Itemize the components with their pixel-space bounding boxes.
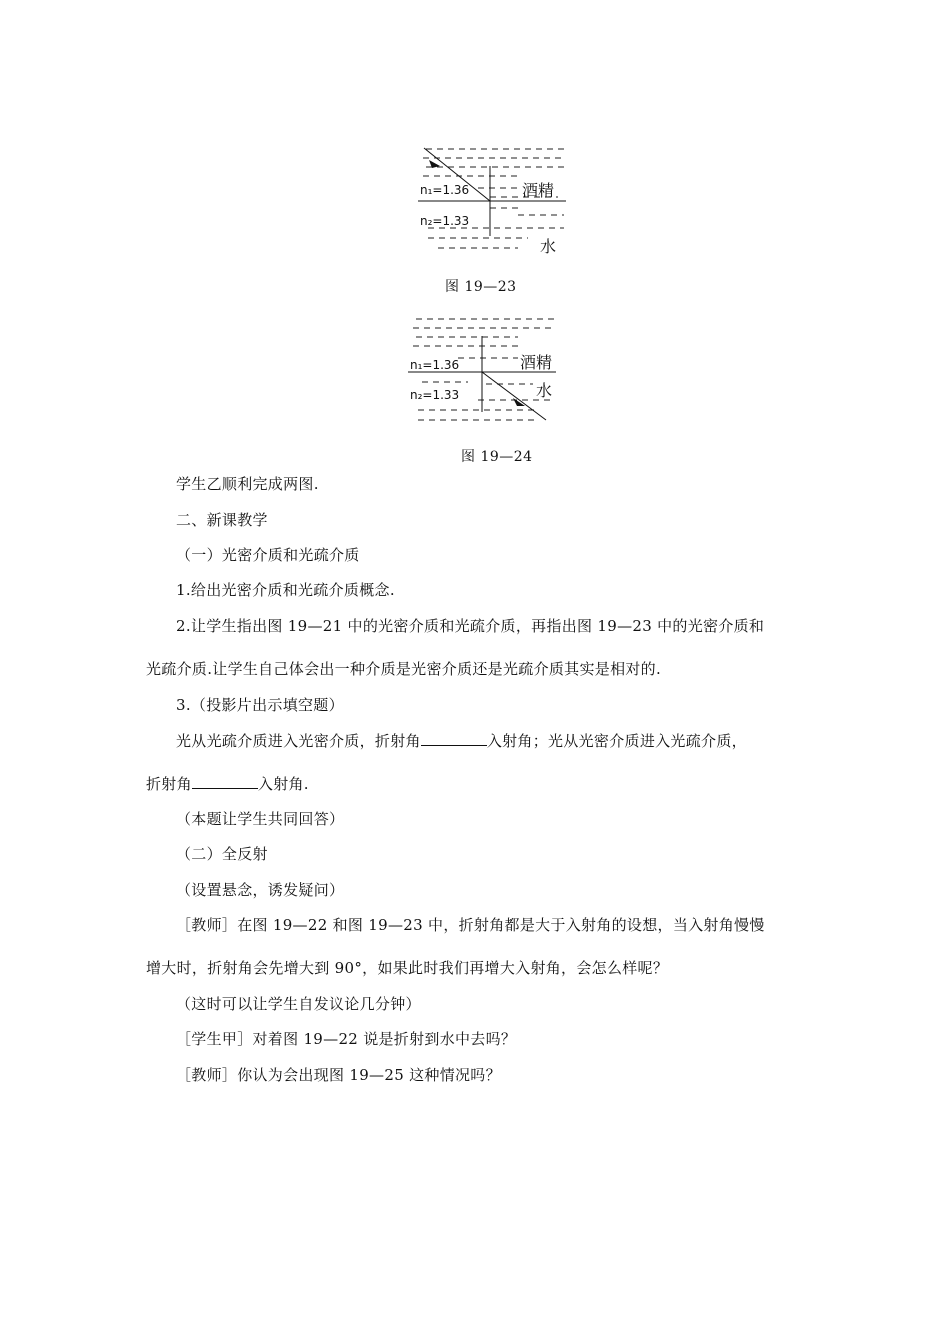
figure-caption: 图 19—23: [445, 279, 517, 295]
paragraph: （这时可以让学生自发议论几分钟）: [176, 995, 421, 1013]
paragraph: ［教师］在图 19—22 和图 19—23 中，折射角都是大于入射角的设想，当入射角慢慢: [176, 916, 765, 934]
answer-blank[interactable]: [421, 731, 487, 746]
figure-19-24: [408, 314, 558, 426]
n1-label: n₁=1.36: [420, 183, 470, 197]
medium-bottom-label: 水: [540, 237, 557, 256]
fill-in-question: [146, 773, 309, 794]
subsection-heading: （一）光密介质和光疏介质: [176, 546, 360, 564]
paragraph: ［学生甲］对着图 19—22 说是折射到水中去吗？: [176, 1030, 517, 1048]
medium-top-label: 酒精: [522, 181, 555, 200]
paragraph: ［教师］你认为会出现图 19—25 这种情况吗？: [176, 1066, 501, 1084]
paragraph: 光疏介质.让学生自己体会出一种介质是光密介质还是光疏介质其实是相对的.: [146, 660, 662, 678]
medium-top-label: 酒精: [520, 353, 553, 372]
figure-caption: 图 19—24: [461, 449, 533, 465]
subsection-heading: （二）全反射: [176, 845, 268, 863]
n2-label: n₂=1.33: [410, 388, 460, 402]
medium-bottom-label: 水: [536, 381, 553, 400]
question-text: 光从光疏介质进入光密介质，折射角: [176, 732, 421, 750]
fill-in-question: [176, 730, 747, 751]
question-text: 折射角: [146, 775, 192, 793]
n2-label: n₂=1.33: [420, 214, 470, 228]
section-heading: 二、新课教学: [176, 511, 268, 529]
paragraph: （设置悬念，诱发疑问）: [176, 881, 345, 899]
paragraph: 增大时，折射角会先增大到 90°，如果此时我们再增大入射角，会怎么样呢？: [146, 959, 669, 977]
question-text: 入射角.: [257, 775, 309, 793]
question-text: 入射角；光从光密介质进入光疏介质，: [486, 732, 747, 750]
paragraph: 学生乙顺利完成两图.: [176, 475, 319, 493]
paragraph: （本题让学生共同回答）: [176, 810, 345, 828]
n1-label: n₁=1.36: [410, 358, 460, 372]
paragraph: 3.（投影片出示填空题）: [176, 696, 344, 714]
paragraph: 1.给出光密介质和光疏介质概念.: [176, 581, 395, 599]
answer-blank[interactable]: [192, 774, 258, 789]
figure-19-23: [418, 144, 568, 256]
paragraph: 2.让学生指出图 19—21 中的光密介质和光疏介质，再指出图 19—23 中的光密介质和: [176, 617, 765, 635]
